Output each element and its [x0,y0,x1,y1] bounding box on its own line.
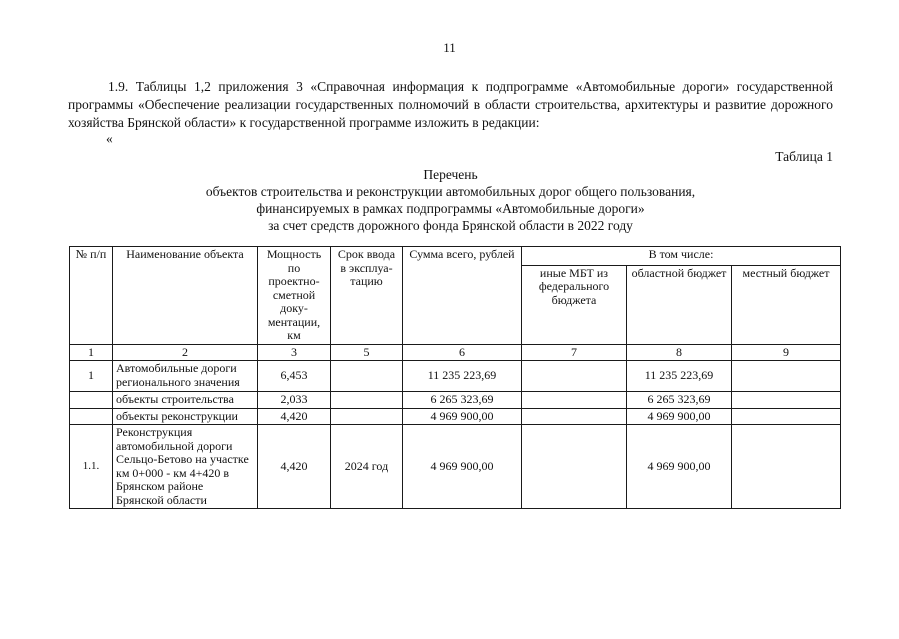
row-capacity: 2,033 [258,392,331,409]
column-number: 1 [70,344,113,361]
column-number: 2 [113,344,258,361]
row-name: объекты строительства [113,392,258,409]
heading-line-4: за счет средств дорожного фонда Брянской области в 2022 году [268,218,633,233]
row-local [732,425,841,509]
row-total: 4 969 900,00 [403,425,522,509]
row-regional: 11 235 223,69 [627,361,732,392]
row-num: 1.1. [70,425,113,509]
row-name: объекты реконструкции [113,408,258,425]
row-capacity: 4,420 [258,425,331,509]
row-deadline: 2024 год [331,425,403,509]
page-number: 11 [443,40,456,55]
column-number: 7 [522,344,627,361]
row-name: Реконструкция автомобильной дороги Сельцо-Бетово на участке км 0+000 - км 4+420 в Брянском районе Брянской области [113,425,258,509]
row-capacity: 4,420 [258,408,331,425]
row-local [732,361,841,392]
heading-line-1: Перечень [423,167,478,182]
header-total: Сумма всего, рублей [403,247,522,345]
row-federal [522,361,627,392]
row-deadline [331,361,403,392]
header-deadline: Срок ввода в эксплуа-тацию [331,247,403,345]
header-capacity: Мощность по проектно-сметной доку-ментации, км [258,247,331,345]
row-num: 1 [70,361,113,392]
row-local [732,392,841,409]
header-local: местный бюджет [732,265,841,344]
header-num: № п/п [70,247,113,345]
column-number-row [70,344,841,361]
intro-paragraph: 1.9. Таблицы 1,2 приложения 3 «Справочная информация к подпрограмме «Автомобильные дороги» государственной программы «Обеспечение реализации государственных полномочий в области строительства, архитектуры и развитие дорожного хозяйства Брянской области» к государственной программе изложить в редакции: [68,79,833,130]
column-number: 9 [732,344,841,361]
column-number: 6 [403,344,522,361]
header-federal: иные МБТ из федерального бюджета [522,265,627,344]
quote-open-mark: « [106,131,113,146]
row-local [732,408,841,425]
heading-line-2: объектов строительства и реконструкции автомобильных дорог общего пользования, [205,184,696,199]
header-including: В том числе: [522,247,841,266]
row-num [70,408,113,425]
header-name: Наименование объекта [113,247,258,345]
heading-line-3: финансируемых в рамках подпрограммы «Автомобильные дороги» [256,201,645,216]
column-number: 3 [258,344,331,361]
row-total: 11 235 223,69 [403,361,522,392]
objects-table [69,246,841,509]
row-regional: 6 265 323,69 [627,392,732,409]
column-number: 8 [627,344,732,361]
row-federal [522,392,627,409]
table-label: Таблица 1 [775,149,833,164]
header-regional: областной бюджет [627,265,732,344]
row-regional: 4 969 900,00 [627,408,732,425]
row-deadline [331,392,403,409]
row-num [70,392,113,409]
table-row [70,392,841,409]
table-heading [68,166,833,234]
table-row [70,361,841,392]
row-regional: 4 969 900,00 [627,425,732,509]
row-capacity: 6,453 [258,361,331,392]
row-total: 4 969 900,00 [403,408,522,425]
row-federal [522,408,627,425]
header-row-1 [70,247,841,266]
row-federal [522,425,627,509]
row-name: Автомобильные дороги регионального значения [113,361,258,392]
table-row [70,408,841,425]
column-number: 5 [331,344,403,361]
table-row [70,425,841,509]
row-total: 6 265 323,69 [403,392,522,409]
row-deadline [331,408,403,425]
